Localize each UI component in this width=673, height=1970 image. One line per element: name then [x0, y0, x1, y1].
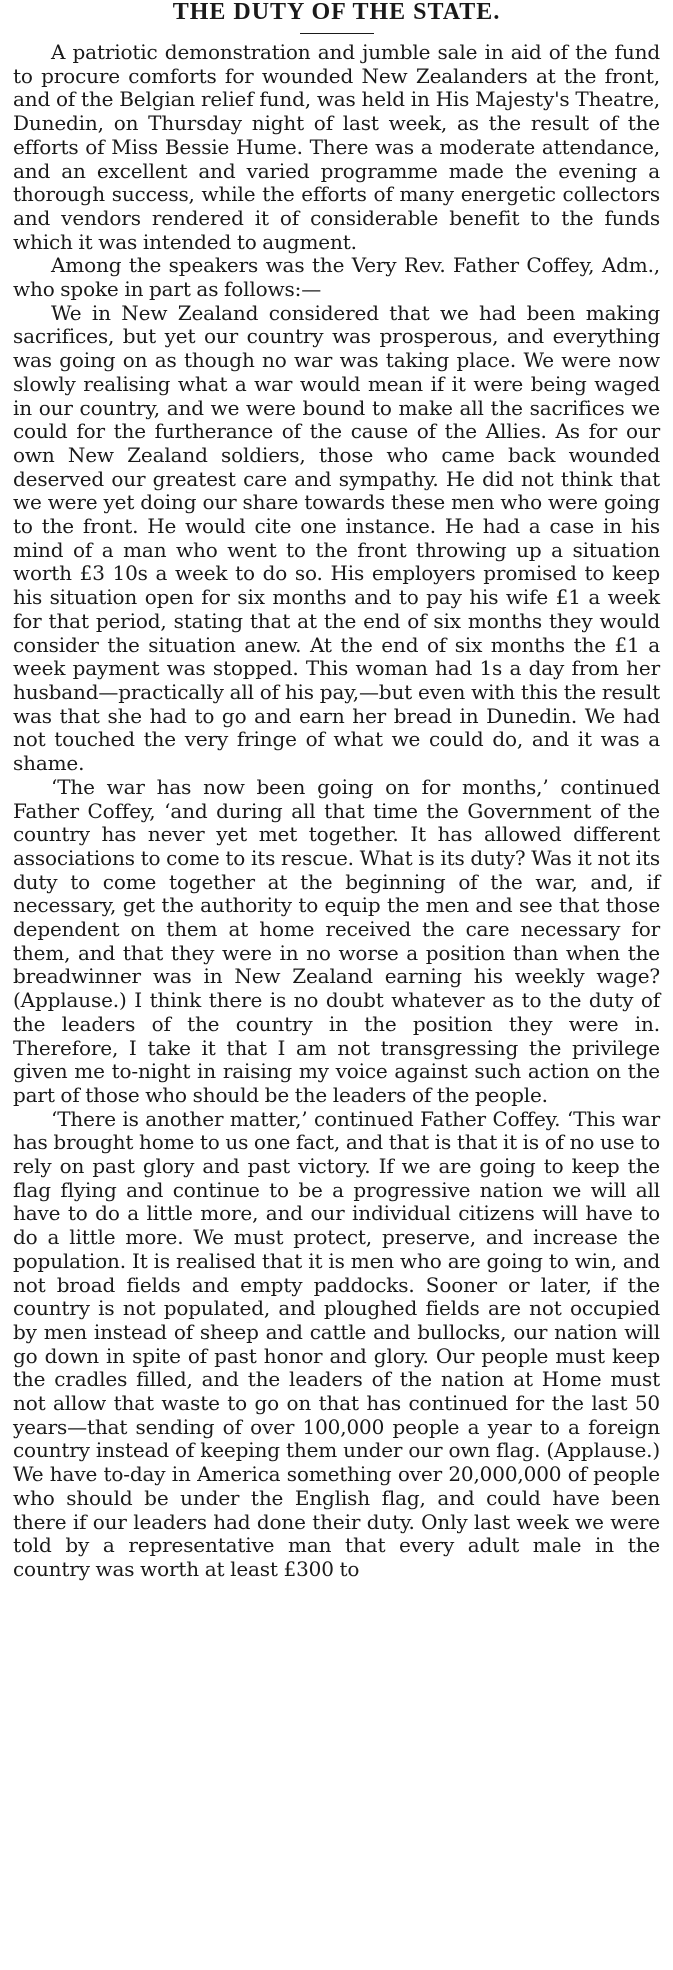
article-paragraph-3: We in New Zealand considered that we had been making sacrifices, but yet our country was prosperous, and everything was going on as though no war was taking place. We were now slowly realising what a war would mean if it were being waged in our country, and we were bound to make all the sacrifices we could for the furtherance of the cause of the Allies. As for our own New Zealand soldiers, those who came back wounded deserved our greatest care and sympathy. He did not think that we were yet doing our share towards these men who were going to the front. He would cite one instance. He had a case in his mind of a man who went to the front throwing up a situation worth £3 10s a week to do so. His employers promised to keep his situation open for six months and to pay his wife £1 a week for that period, stating that at the end of six months they would consider the situation anew. At the end of six months the £1 a week payment was stopped. This woman had 1s a day from her husband—practically all of his pay,—but even with this the result was that she had to go and earn her bread in Dunedin. We had not touched the very fringe of what we could do, and it was a shame. [13, 300, 660, 776]
article-title: THE DUTY OF THE STATE. [172, 0, 501, 25]
article-paragraph-5: ‘There is another matter,’ continued Father Coffey. ‘This war has brought home to us one fact, and that is that it is of no use to rely on past glory and past victory. If we are going to keep the flag flying and continue to be a progressive nation we will all have to do a little more, and our individual citizens will have to do a little more. We must protect, preserve, and increase the population. It is realised that it is men who are going to win, and not broad fields and empty paddocks. Sooner or later, if the country is not populated, and ploughed fields are not occupied by men instead of sheep and cattle and bullocks, our nation will go down in spite of past honor and glory. Our people must keep the cradles filled, and the leaders of the nation at Home must not allow that waste to go on that has continued for the last 50 years—that sending of over 100,000 people a year to a foreign country instead of keeping them under our own flag. (Applause.) We have to-day in America something over 20,000,000 of people who should be under the English flag, and could have been there if our leaders had done their duty. Only last week we were told by a representative man that every adult male in the country was worth at least £300 to [13, 1106, 660, 1581]
article-paragraph-2: Among the speakers was the Very Rev. Father Coffey, Adm., who spoke in part as follows:— [13, 253, 660, 302]
title-rule [300, 33, 374, 34]
article-paragraph-4: ‘The war has now been going on for months,’ continued Father Coffey, ‘and during all that time the Government of the country has never yet met together. It has allowed different associations to come to its rescue. What is its duty? Was it not its duty to come together at the beginning of the war, and, if necessary, get the authority to equip the men and see that those dependent on them at home received the care necessary for them, and that they were in no worse a position than when the breadwinner was in New Zealand earning his weekly wage? (Applause.) I think there is no doubt whatever as to the duty of the leaders of the country in the position they were in. Therefore, I take it that I am not transgressing the privilege given me to-night in raising my voice against such action on the part of those who should be the leaders of the people. [13, 774, 660, 1107]
article-paragraph-1: A patriotic demonstration and jumble sale in aid of the fund to procure comforts for wounded New Zealanders at the front, and of the Belgian relief fund, was held in His Majesty's Theatre, Dunedin, on Thursday night of last week, as the result of the efforts of Miss Bessie Hume. There was a moderate attendance, and an excellent and varied programme made the evening a thorough success, while the efforts of many energetic collectors and vendors rendered it of considerable benefit to the funds which it was intended to augment. [13, 40, 660, 254]
